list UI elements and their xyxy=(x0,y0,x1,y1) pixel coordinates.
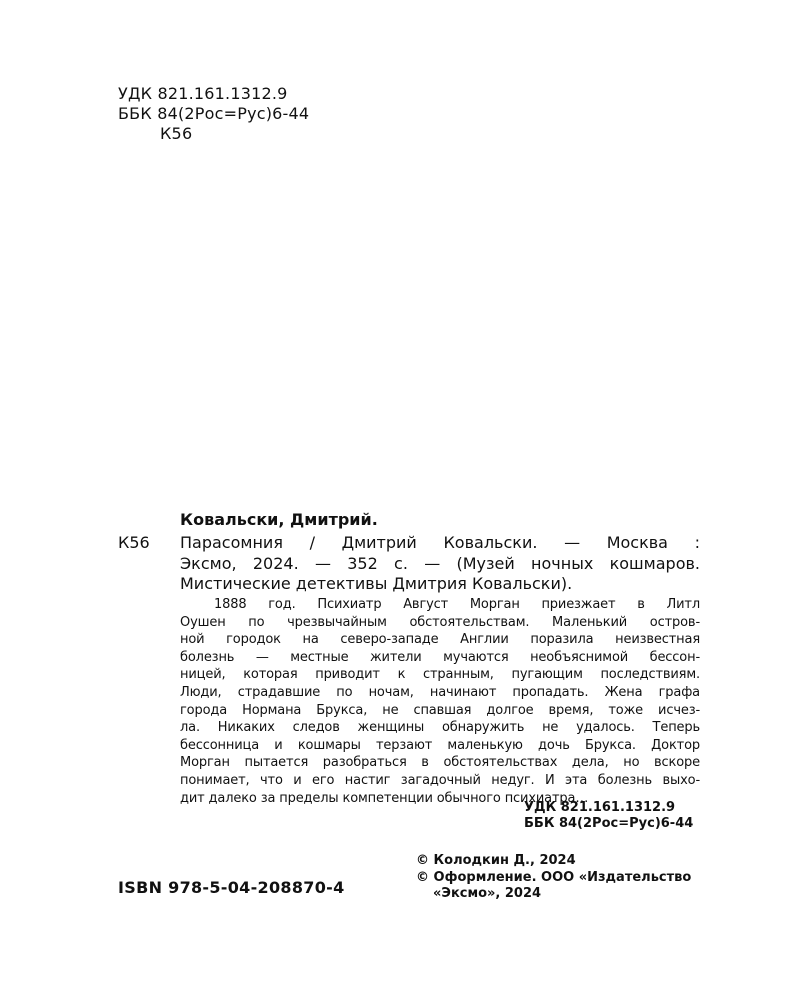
entry-author-mark: К56 xyxy=(118,533,150,552)
copyright-line: © Колодкин Д., 2024 xyxy=(416,853,576,868)
bbk-code: ББК 84(2Рос=Рус)6-44 xyxy=(118,104,310,123)
udk-code-footer: УДК 821.161.1312.9 xyxy=(524,800,676,815)
annotation-line: Люди, страдавшие по ночам, начинают пропадать. Жена графа xyxy=(180,684,700,700)
annotation-line: Оушен по чрезвычайным обстоятельствам. Маленький остров- xyxy=(180,614,700,630)
copyright-line: «Эксмо», 2024 xyxy=(433,886,542,901)
isbn: ISBN 978-5-04-208870-4 xyxy=(118,878,345,897)
annotation-line: ницей, которая приводит к странным, пугающим последствиям. xyxy=(180,667,700,683)
bibliographic-description xyxy=(180,533,700,595)
description-line: Мистические детективы Дмитрия Ковальски). xyxy=(180,574,573,593)
annotation-line: ной городок на северо-западе Англии поразила неизвестная xyxy=(180,632,700,648)
author-heading: Ковальски, Дмитрий. xyxy=(180,510,378,529)
annotation-line: города Нормана Брукса, не спавшая долгое время, тоже исчез- xyxy=(180,702,700,718)
annotation-line: понимает, что и его настиг загадочный недуг. И эта болезнь выхо- xyxy=(180,772,700,788)
catalog-codes-footer xyxy=(524,800,693,832)
udk-code: УДК 821.161.1312.9 xyxy=(118,84,288,103)
annotation-line: болезнь — местные жители мучаются необъяснимой бессон- xyxy=(180,649,700,665)
annotation-line: 1888 год. Психиатр Август Морган приезжает в Литл xyxy=(214,597,700,612)
book-annotation xyxy=(180,596,700,807)
author-mark: К56 xyxy=(160,124,193,143)
copyright-line: © Оформление. ООО «Издательство xyxy=(416,869,692,885)
bbk-code-footer: ББК 84(2Рос=Рус)6-44 xyxy=(524,816,694,831)
annotation-line: Морган пытается разобраться в обстоятельствах дела, но вскоре xyxy=(180,755,700,771)
copyright-block xyxy=(416,853,691,903)
description-line: Эксмо, 2024. — 352 с. — (Музей ночных кошмаров. xyxy=(180,553,700,573)
description-line: Парасомния / Дмитрий Ковальски. — Москва : xyxy=(180,533,700,552)
catalog-codes-header xyxy=(118,84,309,144)
annotation-line: дит далеко за пределы компетенции обычного психиатра… xyxy=(180,790,589,806)
annotation-line: бессонница и кошмары терзают маленькую дочь Брукса. Доктор xyxy=(180,737,700,753)
annotation-line: ла. Никаких следов женщины обнаружить не удалось. Теперь xyxy=(180,720,700,736)
